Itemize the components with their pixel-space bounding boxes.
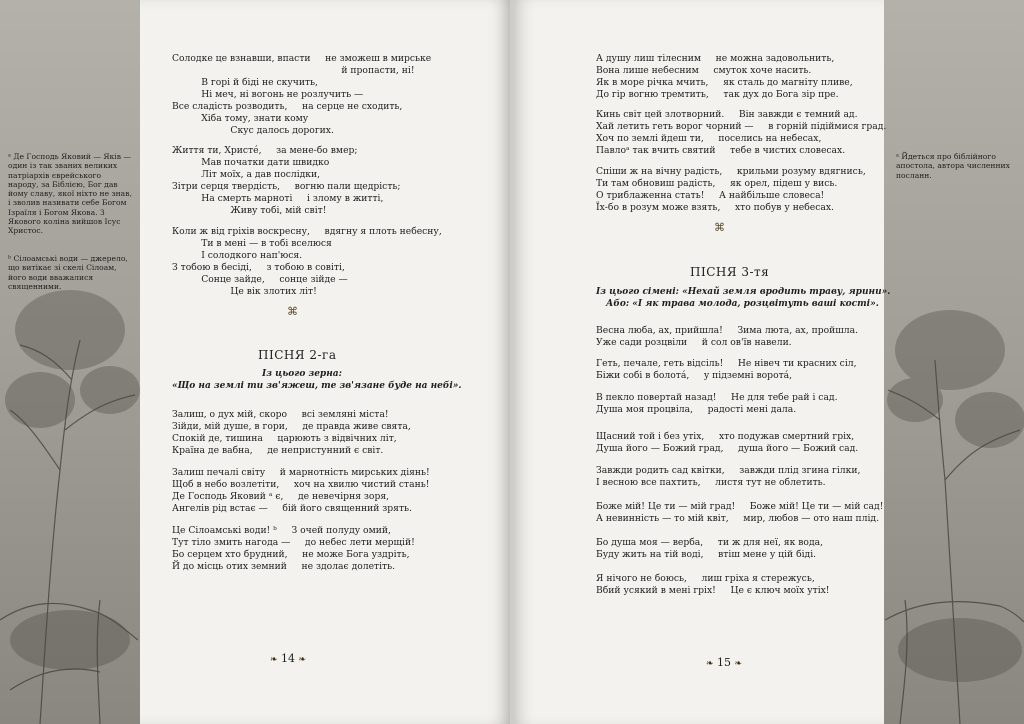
verse-line: Вбий усякий в мені гріх! Це є ключ моїх утіх! <box>596 585 830 596</box>
verse-line: І весною все пахтить, листя тут не облетить. <box>596 477 826 488</box>
verse-line: Уже сади розцвіли й сол ов'їв навели. <box>596 337 792 348</box>
song-title: ПІСНЯ 2-га <box>258 348 337 362</box>
verse-line: Країна де вабна, де непристунний є світ. <box>172 445 384 456</box>
song-title: ПІСНЯ 3-тя <box>690 265 770 279</box>
page-number: 15 <box>717 656 732 669</box>
verse-line: Живу тобі, мій світ! <box>172 205 327 216</box>
verse-line: Боже мій! Це ти — мій град! Боже мій! Це ти — мій сад! <box>596 501 884 512</box>
epigraph: Із цього зерна: <box>262 369 342 379</box>
leaf-ornament-icon: ❧ <box>298 655 307 665</box>
verse-line: Це вік злотих літ! <box>172 286 317 297</box>
verse-line: Життя ти, Христе́, за мене-бо вмер; <box>172 145 358 156</box>
verse-line: Зійди, мій душе, в гори, де правда живе свята, <box>172 421 411 432</box>
verse-line: Вона лише небесним смуток хоче насить. <box>596 65 812 76</box>
verse-line: Їх-бо в розум може взять, хто побув у небесах. <box>596 202 834 213</box>
verse-line: Щасний той і без утіх, хто подужав смертний гріх, <box>596 431 855 442</box>
ornament-icon: ⌘ <box>714 221 725 234</box>
verse-line: Хіба тому, знати кому <box>172 113 309 124</box>
verse-line: Літ моїх, а дав послідки, <box>172 169 321 180</box>
verse-line: В пекло повертай назад! Не для тебе рай і сад. <box>596 392 838 403</box>
verse-line: Все сладість розводить, на серце не сходить, <box>172 101 403 112</box>
verse-line: На смерть марноті і злому в житті, <box>172 193 384 204</box>
verse-line: Хай летить геть ворог чорний — в горній підіймися град. <box>596 121 887 132</box>
ornament-icon: ⌘ <box>287 305 298 318</box>
verse-line: О триблаженна стать! А найбільше словеса! <box>596 190 825 201</box>
verse-line: Спіши ж на вічну радість, крильми розуму вдягнись, <box>596 166 866 177</box>
footnote-right-a: ᵃ Йдеться про біблійного апостола, автора численних посланн. <box>896 152 1010 180</box>
verse-line: Спокій де, тишина царюють з відвічних літ, <box>172 433 397 444</box>
verse-line: Сонце зайде, сонце зійде — <box>172 274 348 285</box>
verse-line: Буду жить на тій воді, втіш мене у цій біді. <box>596 549 817 560</box>
verse-line: Щоб в небо возлетіти, хоч на хвилю чистий стань! <box>172 479 430 490</box>
verse-line: Це Сілоамські води! ᵇ З очей полуду омий, <box>172 525 391 536</box>
verse-line: А душу лиш тілесним не можна задовольнить, <box>596 53 835 64</box>
verse-line: Завжди родить сад квітки, завжди плід згина гілки, <box>596 465 861 476</box>
verse-line: А невинність — то мій квіт, мир, любов — ото наш плід. <box>596 513 879 524</box>
verse-line: Тут тіло змить нагода — до небес лети мерщій! <box>172 537 415 548</box>
verse-line: Весна люба, ах, прийшла! Зима люта, ах, пройшла. <box>596 325 859 336</box>
verse-line: Біжи собі в болотá, у підземні воротá, <box>596 370 793 381</box>
verse-line: Коли ж від гріхів воскресну, вдягну я плоть небесну, <box>172 226 442 237</box>
leaf-ornament-icon: ❧ <box>706 659 714 669</box>
leaf-ornament-icon: ❧ <box>270 655 278 665</box>
epigraph: Із цього сімені: «Нехай земля вродить траву, ярини». <box>596 287 891 297</box>
verse-line: Зітри серця твердість, вогню пали щедрість; <box>172 181 401 192</box>
page-number: 14 <box>281 652 296 665</box>
verse-line: Й до місць отих земний не здолає долетіть. <box>172 561 396 572</box>
verse-line: І солодкого нап'юся. <box>172 250 303 261</box>
verse-line: Мав початки дати швидко <box>172 157 330 168</box>
page-number-left <box>270 652 306 665</box>
verse-line: Ангелів рід встає — бій його священний зрять. <box>172 503 412 514</box>
verse-line: З тобою в бесіді, з тобою в совіті, <box>172 262 345 273</box>
verse-line: Скус далось дорогих. <box>172 125 334 136</box>
verse-line: Залиш, о дух мій, скоро всі земляні міста! <box>172 409 389 420</box>
verse-line: Душа моя процвіла, радості мені дала. <box>596 404 797 415</box>
verse-line: Залиш печалі світу й марнотність мирських діянь! <box>172 467 430 478</box>
verse-line: Хоч по землі йдеш ти, поселись на небесах, <box>596 133 822 144</box>
verse-line: До гір вогню тремтить, так дух до Бога зір пре. <box>596 89 839 100</box>
verse-line: Як в море річка мчить, як сталь до магніту пливе, <box>596 77 853 88</box>
verse-line: Бо душа моя — верба, ти ж для неї, як вода, <box>596 537 823 548</box>
footnote-a: ᵃ Де Господь Яковий — Яків — один із так званих великих патріархів єврейського народу, за Біблією, Бог дав йому славу, якої ніхто не знав, і зволив називати себе Богом Ізраїля і Богом Якова. З Якового коліна вийшов Ісус Христос. <box>8 152 132 236</box>
book-spine <box>510 0 514 724</box>
verse-line: Де Господь Яковий ᵃ є, де невечірня зоря, <box>172 491 390 502</box>
verse-line: Кинь світ цей злотворний. Він завжди є темний ад. <box>596 109 858 120</box>
verse-line: Ти там обновиш радість, як орел, підеш у вись. <box>596 178 838 189</box>
page-number-right <box>706 656 742 669</box>
verse-line: Солодке це взнавши, впасти не зможеш в мирське <box>172 53 432 64</box>
leaf-ornament-icon: ❧ <box>734 659 743 669</box>
verse-line: й пропасти, ні! <box>172 65 415 76</box>
verse-line: Душа його — Божий град, душа його — Божий сад. <box>596 443 859 454</box>
verse-line: Павлоᵃ так вчить святий тебе в чистих словесах. <box>596 145 846 156</box>
footnote-b: ᵇ Сілоамські води — джерело, що витікає зі скелі Сілоам, його води вважалися священними. <box>8 254 128 291</box>
verse-line: Я нічого не боюсь, лиш гріха я стережусь, <box>596 573 815 584</box>
epigraph: Або: «І як трава молода, розцвітуть ваші кості». <box>606 299 879 309</box>
verse-line: Ні меч, ні вогонь не розлучить — <box>172 89 364 100</box>
verse-line: Бо серцем хто брудний, не може Бога уздріть, <box>172 549 410 560</box>
verse-line: В горі й біді не скучить, <box>172 77 318 88</box>
epigraph: «Що на землі ти зв'яжеш, те зв'язане буде на небі». <box>172 381 462 391</box>
verse-line: Ти в мені — в тобі вселюся <box>172 238 332 249</box>
verse-line: Геть, печале, геть відсіль! Не нівеч ти красних сіл, <box>596 358 857 369</box>
